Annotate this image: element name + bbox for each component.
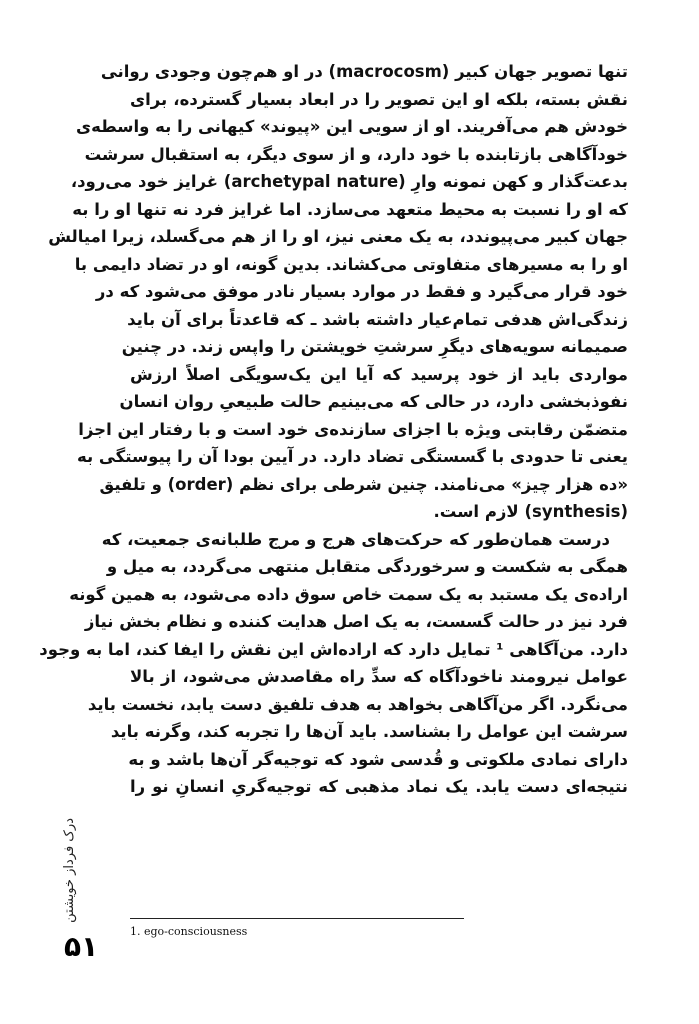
text-line: خودش هم می‌آفریند. او از سویی این «پیوند» کیهانی را به واسطه‌ی: [76, 117, 628, 136]
text-line: (synthesis) لازم است.: [433, 502, 628, 521]
text-line: نقش بسته، بلکه او این تصویر را در ابعاد بسیار گسترده، برای: [130, 89, 628, 109]
text-line: جهان کبیر می‌پیوندد، به یک معنی نیز، او را از هم می‌گسلد، زیرا امیالش: [48, 227, 628, 246]
text-line: مواردی باید از خود پرسید که آیا این یک‌سویگی اصلاً ارزش: [130, 364, 628, 384]
text-line: درست همان‌طور که حرکت‌های هرج و مرج طلبانه‌ی جمعیت، که: [101, 529, 610, 549]
text-line: بدعت‌گذار و کهن نمونه وارِ (archetypal nature) غرایز خود می‌رود،: [70, 172, 628, 191]
text-line: او را به مسیرهای متفاوتی می‌کشاند. بدین گونه، او در تضاد دایمی با: [74, 254, 628, 274]
text-line: نتیجه‌ای دست یابد. یک نماد مذهبی که توجیه‌گریِ انسانِ نو را: [130, 777, 628, 796]
text-line: خودآگاهی بازتابنده با خود دارد، و از سوی دیگر، به استقبال سرشت: [84, 144, 628, 164]
text-line: «ده هزار چیز» می‌نامند. چنین شرطی برای نظم (order) و تلفیق: [99, 474, 628, 494]
page-number: ۵۱: [64, 930, 99, 963]
body-text: [39, 58, 628, 801]
text-line: خود قرار می‌گیرد و فقط در موارد بسیار نادر موفق می‌شود که در: [95, 282, 628, 301]
text-line: دارد. من‌آگاهی ¹ تمایل دارد که اراده‌اش این نقش را ایفا کند، اما به وجود: [39, 639, 628, 659]
text-line: متضمّن رقابتی ویژه با اجزای سازنده‌ی خود است و با رفتار این اجزا: [78, 419, 628, 439]
text-line: نفوذبخشی دارد، در حالی که می‌بینیم حالت طبیعیِ روان انسان: [119, 392, 628, 411]
footnote-divider: [130, 918, 464, 919]
text-line: فرد نیز در حالت گسست، به یک اصل هدایت کننده و نظام بخش نیاز: [84, 612, 628, 631]
text-line: همگی به شکست و سرخوردگی متقابل منتهی می‌گردد، به میل و: [106, 557, 628, 576]
text-line: تنها تصویر جهان کبیر (macrocosm) در او هم‌چون وجودی روانی: [100, 62, 628, 81]
text-line: اراده‌ی یک مستبد به یک سمت خاص سوق داده می‌شود، به همین گونه: [69, 584, 628, 604]
footnote: 1. ego-consciousness: [130, 925, 248, 938]
text-line: صمیمانه سویه‌های دیگرِ سرشتِ خویشتن را واپس زند. در چنین: [121, 337, 628, 356]
text-line: که او را نسبت به محیط متعهد می‌سازد. اما غرایز فرد نه تنها او را به: [72, 199, 628, 219]
text-line: می‌نگرد. اگر من‌آگاهی بخواهد به هدف تلفیق دست یابد، نخست باید: [87, 694, 628, 714]
text-line: یعنی تا حدودی با گسستگی تضاد دارد. در آیین بودا آن را پیوستگی به: [76, 447, 628, 466]
running-head: درک فرداز خویشتن: [62, 818, 77, 923]
text-line: زندگی‌اش هدفی تمام‌عیار داشته باشد ـ که قاعدتاً برای آن باید: [127, 309, 628, 329]
text-line: عوامل نیرومند ناخودآگاه که سدِّ راه مقاصدش می‌شود، از بالا: [130, 667, 628, 686]
text-line: دارای نمادی ملکوتی و قُدسی شود که توجیه‌گر آن‌ها باشد و به: [128, 749, 628, 769]
text-line: سرشت این عوامل را بشناسد. باید آن‌ها را تجربه کند، وگرنه باید: [110, 722, 628, 741]
